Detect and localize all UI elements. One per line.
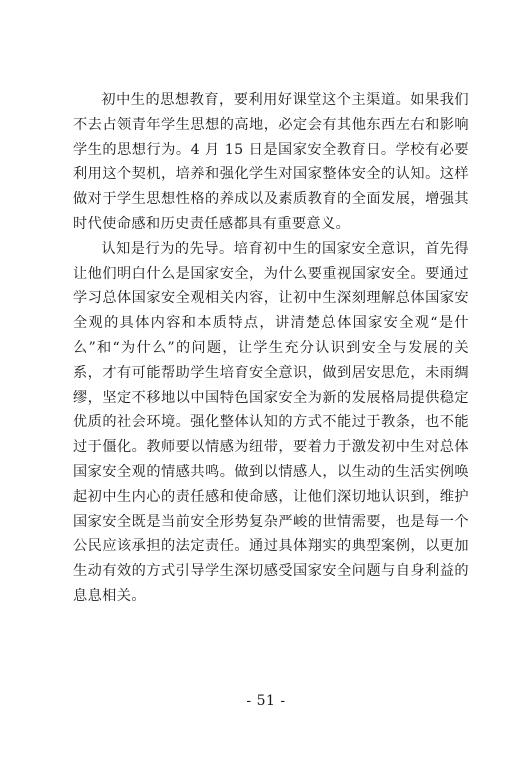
paragraph-2: 认知是行为的先导。培育初中生的国家安全意识，首先得让他们明白什么是国家安全，为什么要重视国家安全。要通过学习总体国家安全观相关内容，让初中生深刻理解总体国家安全观的具体内容和本质特点，讲清楚总体国家安全观“是什么”和“为什么”的问题，让学生充分认识到安全与发展的关系，才有可能帮助学生培育安全意识，做到居安思危，未雨绸缪，坚定不移地以中国特色国家安全为新的发展格局提供稳定优质的社会环境。强化整体认知的方式不能过于教条，也不能过于僵化。教师要以情感为纽带，要着力于激发初中生对总体国家安全观的情感共鸣。做到以情感人，以生动的生活实例唤起初中生内心的责任感和使命感，让他们深切地认识到，维护国家安全既是当前安全形势复杂严峻的世情需要，也是每一个公民应该承担的法定责任。通过具体翔实的典型案例，以更加生动有效的方式引导学生深切感受国家安全问题与自身利益的息息相关。 [73,240,469,604]
paragraph-1: 初中生的思想教育，要利用好课堂这个主渠道。如果我们不去占领青年学生思想的高地，必定会有其他东西左右和影响学生的思想行为。4 月 15 日是国家安全教育日。学校有必要利用这个契机，培养和强化学生对国家整体安全的认知。这样做对于学生思想性格的养成以及素质教育的全面发展，增强其时代使命感和历史责任感都具有重要意义。 [73,92,469,232]
page-number: - 51 - [246,693,286,709]
body-text [73,88,469,609]
